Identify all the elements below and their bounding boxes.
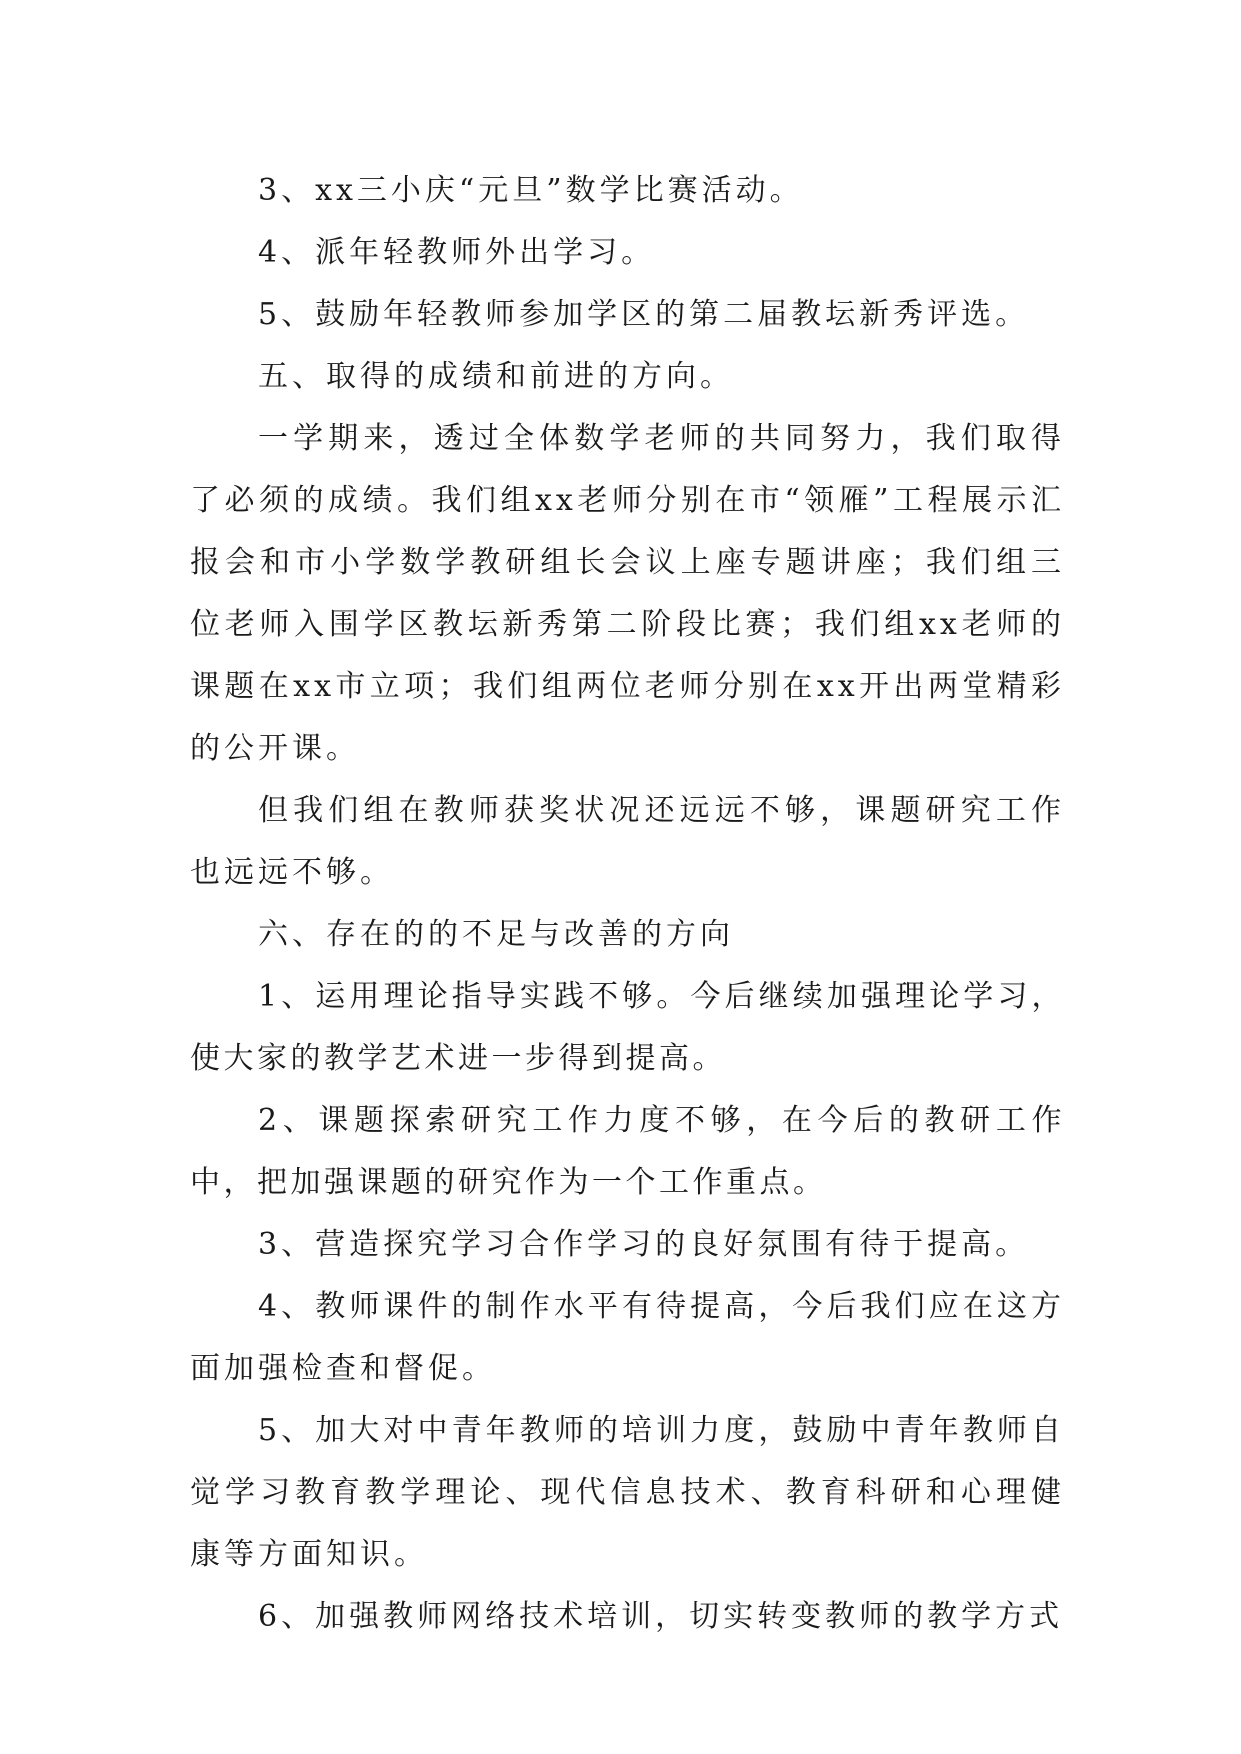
improvement-item-6: 6、加强教师网络技术培训，切实转变教师的教学方式 — [258, 1599, 1064, 1634]
paragraph-shortcomings: 但我们组在教师获奖状况还远远不够，课题研究工作也远远不够。 — [190, 793, 1065, 890]
paragraph-item-3: 3、xx三小庆“元旦”数学比赛活动。 — [258, 173, 804, 208]
paragraph-item-5: 5、鼓励年轻教师参加学区的第二届教坛新秀评选。 — [258, 297, 1030, 332]
improvement-item-4: 4、教师课件的制作水平有待提高，今后我们应在这方面加强检查和督促。 — [190, 1289, 1065, 1386]
improvement-item-1: 1、运用理论指导实践不够。今后继续加强理论学习，使大家的教学艺术进一步得到提高。 — [190, 979, 1065, 1076]
section-heading-six: 六、存在的的不足与改善的方向 — [258, 917, 734, 952]
section-heading-five: 五、取得的成绩和前进的方向。 — [258, 359, 734, 394]
document-body — [190, 160, 1065, 1648]
paragraph-achievements: 一学期来，透过全体数学老师的共同努力，我们取得了必须的成绩。我们组xx老师分别在市“领雁”工程展示汇报会和市小学数学教研组长会议上座专题讲座；我们组三位老师入围学区教坛新秀第二阶段比赛；我们组xx老师的课题在xx市立项；我们组两位老师分别在xx开出两堂精彩的公开课。 — [190, 421, 1065, 766]
paragraph-item-4: 4、派年轻教师外出学习。 — [258, 235, 656, 270]
improvement-item-3: 3、营造探究学习合作学习的良好氛围有待于提高。 — [258, 1227, 1030, 1262]
improvement-item-2: 2、课题探索研究工作力度不够，在今后的教研工作中，把加强课题的研究作为一个工作重点。 — [190, 1103, 1065, 1200]
improvement-item-5: 5、加大对中青年教师的培训力度，鼓励中青年教师自觉学习教育教学理论、现代信息技术、教育科研和心理健康等方面知识。 — [190, 1413, 1065, 1572]
